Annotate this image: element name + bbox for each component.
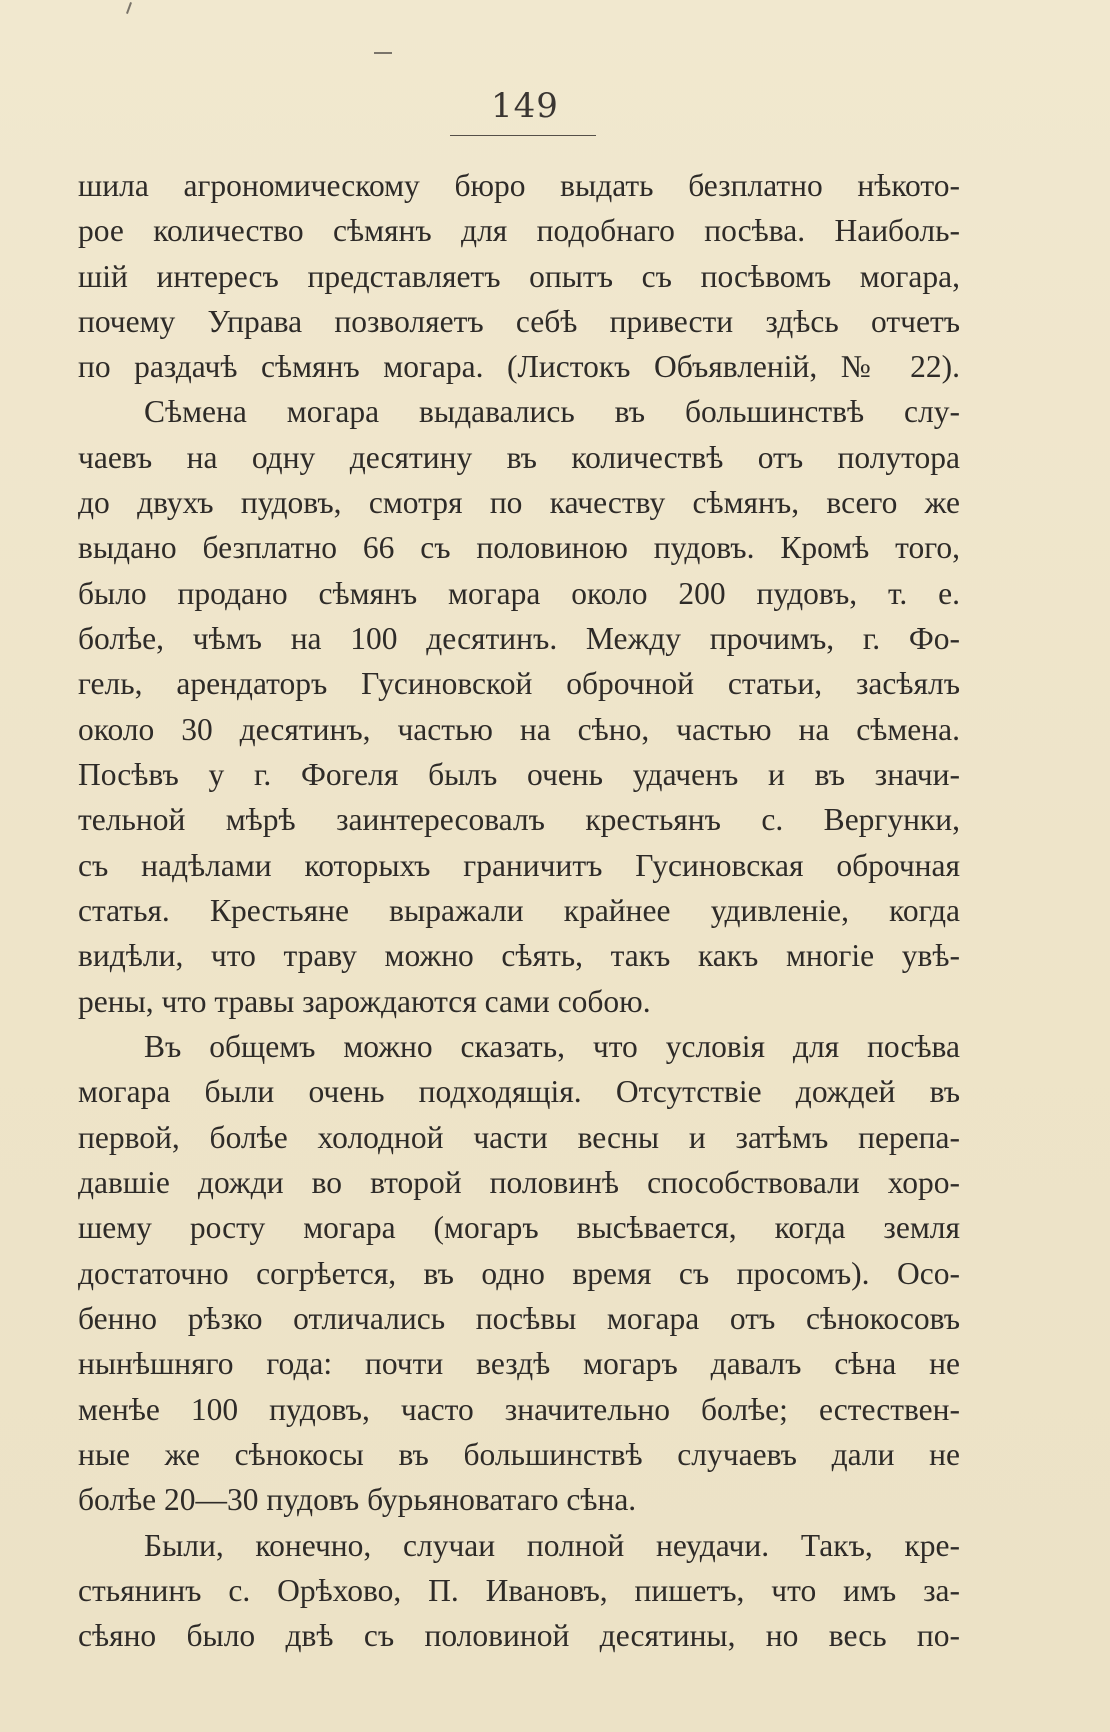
text-line: Посѣвъ у г. Фогеля былъ очень удаченъ и въ значи- xyxy=(78,757,960,792)
text-line: шій интересъ представляетъ опытъ съ посѣвомъ могара, xyxy=(78,259,960,294)
text-line: Сѣмена могара выдавались въ большинствѣ слу- xyxy=(144,394,960,429)
text-line: по раздачѣ сѣмянъ могара. (Листокъ Объявленій, № 22). xyxy=(78,349,960,384)
text-line: статья. Крестьяне выражали крайнее удивленіе, когда xyxy=(78,893,960,928)
text-line: могара были очень подходящія. Отсутствіе дождей въ xyxy=(78,1074,960,1109)
text-line: тельной мѣрѣ заинтересовалъ крестьянъ с. Вергунки, xyxy=(78,802,960,837)
text-line: Въ общемъ можно сказать, что условія для посѣва xyxy=(144,1029,960,1064)
text-line: было продано сѣмянъ могара около 200 пудовъ, т. е. xyxy=(78,576,960,611)
text-line: гель, арендаторъ Гусиновской оброчной статьи, засѣялъ xyxy=(78,666,960,701)
text-line: сѣяно было двѣ съ половиной десятины, но весь по- xyxy=(78,1618,960,1653)
text-line: до двухъ пудовъ, смотря по качеству сѣмянъ, всего же xyxy=(78,485,960,520)
text-line: нынѣшняго года: почти вездѣ могаръ давалъ сѣна не xyxy=(78,1346,960,1381)
ink-speck xyxy=(374,52,392,54)
text-line: чаевъ на одну десятину въ количествѣ отъ полутора xyxy=(78,440,960,475)
text-line: первой, болѣе холодной части весны и затѣмъ перепа- xyxy=(78,1120,960,1155)
text-line: шила агрономическому бюро выдать безплатно нѣкото- xyxy=(78,168,960,203)
text-line: болѣе, чѣмъ на 100 десятинъ. Между прочимъ, г. Фо- xyxy=(78,621,960,656)
text-line: видѣли, что траву можно сѣять, такъ какъ многіе увѣ- xyxy=(78,938,960,973)
ink-speck xyxy=(126,2,132,14)
text-line: бенно рѣзко отличались посѣвы могара отъ сѣнокосовъ xyxy=(78,1301,960,1336)
text-line: болѣе 20—30 пудовъ бурьяноватаго сѣна. xyxy=(78,1482,637,1517)
page-number: 149 xyxy=(491,86,559,126)
text-line: шему росту могара (могаръ высѣвается, когда земля xyxy=(78,1210,960,1245)
text-line: рены, что травы зарождаются сами собою. xyxy=(78,984,651,1019)
page-number-rule xyxy=(450,135,596,136)
text-line: Были, конечно, случаи полной неудачи. Такъ, кре- xyxy=(144,1528,960,1563)
text-line: рое количество сѣмянъ для подобнаго посѣва. Наиболь- xyxy=(78,213,960,248)
text-line: давшіе дожди во второй половинѣ способствовали хоро- xyxy=(78,1165,960,1200)
text-line: около 30 десятинъ, частью на сѣно, частью на сѣмена. xyxy=(78,712,960,747)
text-line: стьянинъ с. Орѣхово, П. Ивановъ, пишетъ, что имъ за- xyxy=(78,1573,960,1608)
text-line: менѣе 100 пудовъ, часто значительно болѣе; естествен- xyxy=(78,1392,960,1427)
text-line: съ надѣлами которыхъ граничитъ Гусиновская оброчная xyxy=(78,848,960,883)
text-line: ные же сѣнокосы въ большинствѣ случаевъ дали не xyxy=(78,1437,960,1472)
text-line: выдано безплатно 66 съ половиною пудовъ. Кромѣ того, xyxy=(78,530,960,565)
text-line: почему Управа позволяетъ себѣ привести здѣсь отчетъ xyxy=(78,304,960,339)
text-line: достаточно согрѣется, въ одно время съ просомъ). Осо- xyxy=(78,1256,960,1291)
